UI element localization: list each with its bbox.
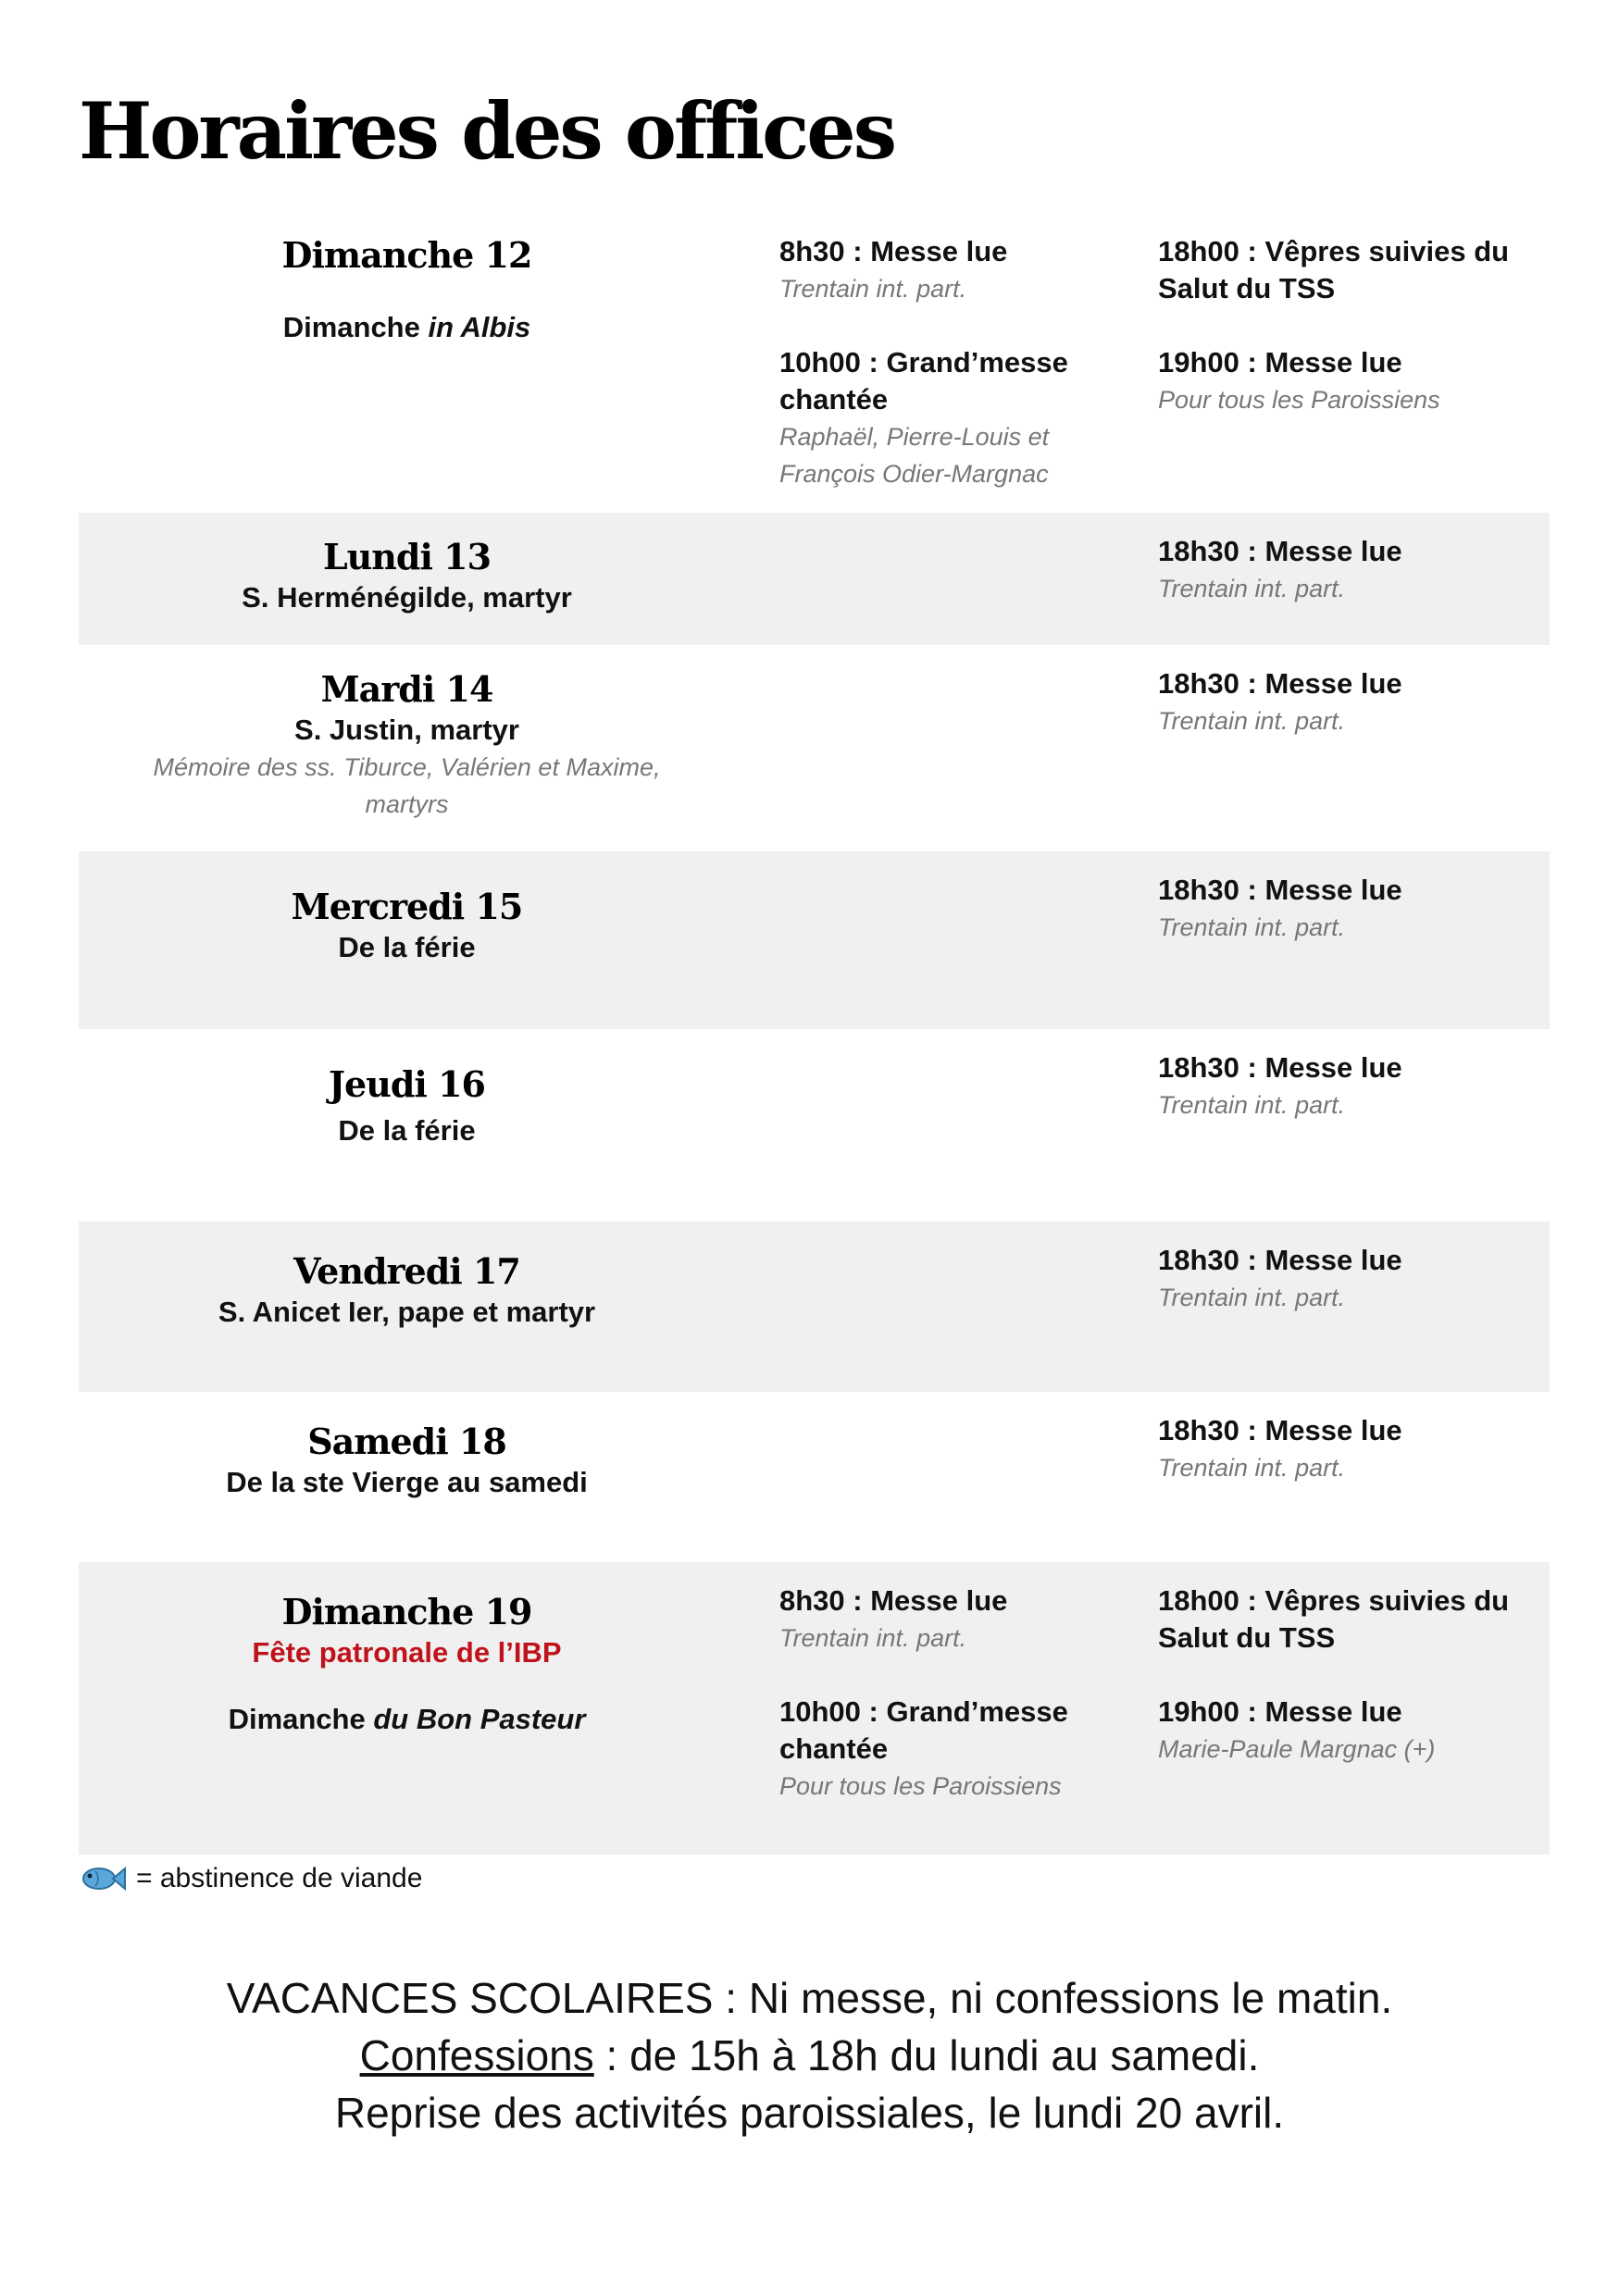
day-cell [79, 1420, 735, 1501]
schedule-table [79, 222, 1550, 1855]
mass-intention: Trentain int. part. [1158, 1091, 1346, 1119]
mass-intention: Trentain int. part. [1158, 1284, 1346, 1311]
day-feast-highlight: Fête patronale de l’IBP [252, 1635, 562, 1669]
mass-time: 10h00 : Grand’messe chantée [779, 346, 1068, 416]
mass-intention: Trentain int. part. [1158, 913, 1346, 941]
day-row [79, 222, 1550, 513]
day-row [79, 1029, 1550, 1222]
mass-entry [1158, 233, 1538, 307]
mass-time: 18h30 : Messe lue [1158, 874, 1402, 906]
notice-line-3: Reprise des activités paroissiales, le lundi 20 avril. [334, 2089, 1285, 2137]
day-cell [79, 667, 735, 823]
legend [79, 1862, 422, 1895]
mass-entry [779, 1582, 1122, 1657]
day-name: Dimanche 12 [281, 234, 532, 276]
mass-intention: Raphaël, Pierre-Louis et François Odier-Margnac [779, 423, 1050, 488]
mass-intention: Trentain int. part. [1158, 707, 1346, 735]
page-title: Horaires des offices [79, 85, 895, 177]
day-name: Jeudi 16 [329, 1063, 485, 1105]
day-row [79, 645, 1550, 851]
mass-time: 10h00 : Grand’messe chantée [779, 1695, 1068, 1765]
evening-masses [1158, 533, 1538, 607]
mass-time: 18h00 : Vêpres suivies du Salut du TSS [1158, 235, 1510, 304]
mass-entry [779, 233, 1122, 307]
mass-entry [1158, 1694, 1538, 1768]
day-feast: S. Justin, martyr [294, 713, 519, 746]
confessions-label: Confessions [359, 2031, 594, 2079]
day-feast: De la ste Vierge au samedi [226, 1465, 588, 1498]
legend-text: = abstinence de viande [136, 1863, 423, 1893]
mass-time: 8h30 : Messe lue [779, 1584, 1008, 1617]
mass-time: 18h30 : Messe lue [1158, 535, 1402, 567]
day-cell [79, 233, 735, 346]
day-cell [79, 1249, 735, 1331]
day-name: Mardi 14 [320, 668, 493, 710]
mass-intention: Trentain int. part. [1158, 575, 1346, 602]
morning-masses [779, 233, 1122, 529]
day-name: Vendredi 17 [293, 1250, 520, 1292]
evening-masses [1158, 665, 1538, 739]
mass-intention: Pour tous les Paroissiens [779, 1772, 1062, 1800]
day-feast: S. Anicet Ier, pape et martyr [218, 1295, 596, 1328]
mass-intention: Trentain int. part. [1158, 1454, 1346, 1482]
mass-time: 19h00 : Messe lue [1158, 346, 1402, 379]
day-cell [79, 1062, 735, 1149]
mass-time: 18h00 : Vêpres suivies du Salut du TSS [1158, 1584, 1510, 1654]
evening-masses [1158, 1412, 1538, 1486]
evening-masses [1158, 1582, 1538, 1805]
day-row [79, 851, 1550, 1029]
day-subtitle: Dimanche in Albis [282, 310, 531, 343]
morning-masses [779, 1582, 1122, 1842]
notice-line-1: VACANCES SCOLAIRES : Ni messe, ni confessions le matin. [226, 1974, 1393, 2022]
day-row [79, 1222, 1550, 1392]
mass-time: 18h30 : Messe lue [1158, 1051, 1402, 1084]
notice-line-2: Confessions : de 15h à 18h du lundi au samedi. [359, 2031, 1260, 2079]
day-name: Mercredi 15 [291, 886, 523, 927]
day-feast: De la férie [338, 930, 476, 963]
evening-masses [1158, 872, 1538, 946]
day-subtitle: Dimanche du Bon Pasteur [228, 1702, 586, 1735]
day-row [79, 513, 1550, 645]
mass-intention: Trentain int. part. [779, 275, 967, 303]
mass-time: 18h30 : Messe lue [1158, 667, 1402, 700]
mass-entry [779, 1694, 1122, 1805]
day-cell [79, 1590, 735, 1738]
mass-entry [1158, 344, 1538, 418]
day-row [79, 1562, 1550, 1855]
evening-masses [1158, 233, 1538, 455]
day-name: Lundi 13 [322, 536, 492, 577]
mass-time: 18h30 : Messe lue [1158, 1244, 1402, 1276]
holiday-notice [0, 1969, 1619, 2141]
day-feast: S. Herménégilde, martyr [242, 580, 572, 614]
mass-entry [1158, 1582, 1538, 1657]
evening-masses [1158, 1242, 1538, 1316]
day-feast: De la férie [338, 1113, 476, 1147]
mass-entry [779, 344, 1122, 492]
evening-masses [1158, 1049, 1538, 1123]
mass-time: 8h30 : Messe lue [779, 235, 1008, 267]
day-name: Samedi 18 [307, 1421, 506, 1462]
mass-intention: Marie-Paule Margnac (+) [1158, 1735, 1436, 1763]
mass-intention: Trentain int. part. [779, 1624, 967, 1652]
mass-time: 18h30 : Messe lue [1158, 1414, 1402, 1446]
day-name: Dimanche 19 [281, 1591, 532, 1632]
day-memorial: Mémoire des ss. Tiburce, Valérien et Maxime, martyrs [153, 752, 661, 818]
mass-time: 19h00 : Messe lue [1158, 1695, 1402, 1728]
day-row [79, 1392, 1550, 1562]
fish-icon [79, 1862, 127, 1895]
mass-intention: Pour tous les Paroissiens [1158, 386, 1440, 414]
day-cell [79, 535, 735, 616]
day-cell [79, 885, 735, 966]
